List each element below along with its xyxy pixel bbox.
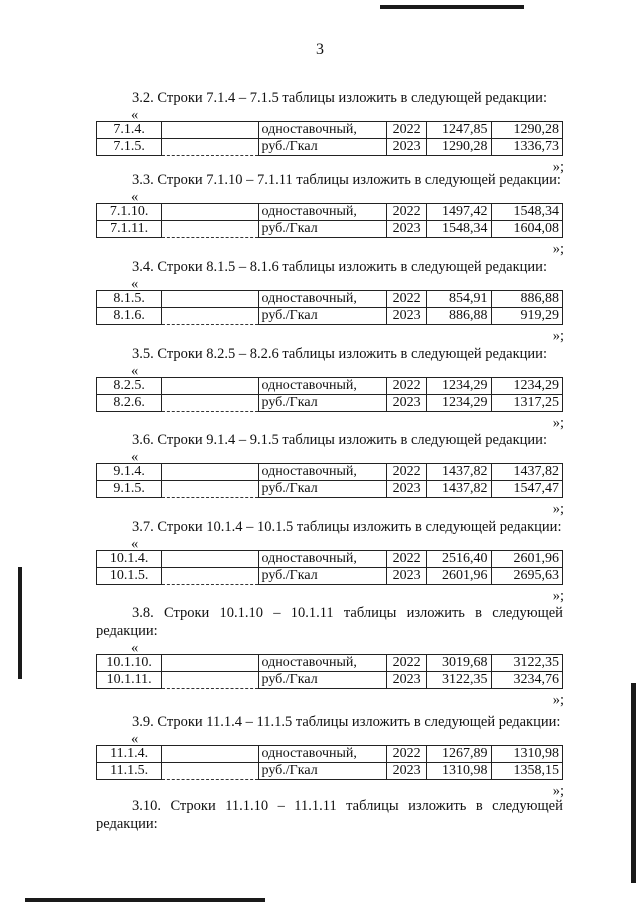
amendment-table xyxy=(96,745,563,780)
amendment-table xyxy=(96,654,563,689)
value-first-half-cell: 854,91 xyxy=(427,291,491,308)
blank-cell xyxy=(162,395,258,412)
section-heading-line: 3.3. Строки 7.1.10 – 7.1.11 таблицы изложить в следующей редакции: xyxy=(132,172,561,188)
blank-cell xyxy=(162,122,258,139)
tariff-type-cell: одноставочный, xyxy=(258,746,386,763)
section-heading-line: 3.5. Строки 8.2.5 – 8.2.6 таблицы изложить в следующей редакции: xyxy=(132,346,547,362)
section-heading-line: 3.6. Строки 9.1.4 – 9.1.5 таблицы изложить в следующей редакции: xyxy=(132,432,547,448)
tariff-type-cell: руб./Гкал xyxy=(258,763,386,780)
year-cell: 2023 xyxy=(386,672,426,689)
value-second-half-cell: 2695,63 xyxy=(491,568,562,585)
tariff-type-cell: одноставочный, xyxy=(258,291,386,308)
tariff-type-cell: одноставочный, xyxy=(258,655,386,672)
opening-quote: « xyxy=(131,276,139,292)
closing-quote: »; xyxy=(552,692,564,708)
year-cell: 2022 xyxy=(386,122,426,139)
opening-quote: « xyxy=(131,363,139,379)
heading-word: – xyxy=(277,798,285,814)
tariff-type-cell: одноставочный, xyxy=(258,464,386,481)
section-heading-continuation: редакции: xyxy=(96,816,158,832)
year-cell: 2023 xyxy=(386,568,426,585)
closing-quote: »; xyxy=(552,241,564,257)
table-row xyxy=(97,395,563,412)
value-first-half-cell: 1234,29 xyxy=(427,395,491,412)
section-heading xyxy=(96,89,563,107)
year-cell: 2022 xyxy=(386,378,426,395)
heading-word: 10.1.11 xyxy=(290,605,334,621)
row-number-cell: 10.1.11. xyxy=(97,672,162,689)
section-heading-line: 3.7. Строки 10.1.4 – 10.1.5 таблицы изложить в следующей редакции: xyxy=(132,519,562,535)
row-number-cell: 8.1.5. xyxy=(97,291,162,308)
value-first-half-cell: 1437,82 xyxy=(427,481,491,498)
opening-quote: « xyxy=(131,536,139,552)
opening-quote: « xyxy=(131,640,139,656)
year-cell: 2022 xyxy=(386,655,426,672)
year-cell: 2022 xyxy=(386,551,426,568)
table-row xyxy=(97,763,563,780)
heading-word: 3.10. xyxy=(132,798,161,814)
blank-cell xyxy=(162,672,258,689)
table-row xyxy=(97,568,563,585)
heading-word: изложить xyxy=(406,605,465,621)
row-number-cell: 7.1.11. xyxy=(97,221,162,238)
section-heading-continuation: редакции: xyxy=(96,623,158,639)
tariff-type-cell: одноставочный, xyxy=(258,122,386,139)
heading-word: Строки xyxy=(170,798,216,814)
heading-word: в xyxy=(475,798,483,814)
row-number-cell: 11.1.5. xyxy=(97,763,162,780)
table-row xyxy=(97,655,563,672)
row-number-cell: 8.2.5. xyxy=(97,378,162,395)
value-second-half-cell: 886,88 xyxy=(491,291,562,308)
value-second-half-cell: 1290,28 xyxy=(491,122,562,139)
value-first-half-cell: 1247,85 xyxy=(427,122,491,139)
scan-artifact-left-line xyxy=(18,567,22,679)
value-second-half-cell: 3122,35 xyxy=(491,655,562,672)
blank-cell xyxy=(162,139,258,156)
value-first-half-cell: 1310,98 xyxy=(427,763,491,780)
year-cell: 2023 xyxy=(386,308,426,325)
value-first-half-cell: 1437,82 xyxy=(427,464,491,481)
year-cell: 2022 xyxy=(386,291,426,308)
value-first-half-cell: 1267,89 xyxy=(427,746,491,763)
heading-word: следующей xyxy=(492,605,563,621)
blank-cell xyxy=(162,308,258,325)
blank-cell xyxy=(162,204,258,221)
amendment-table xyxy=(96,121,563,156)
year-cell: 2023 xyxy=(386,395,426,412)
section-heading xyxy=(96,604,563,640)
value-first-half-cell: 2601,96 xyxy=(427,568,491,585)
section-heading-line: 3.2. Строки 7.1.4 – 7.1.5 таблицы изложить в следующей редакции: xyxy=(132,90,547,106)
table-row xyxy=(97,672,563,689)
scan-artifact-right-line xyxy=(631,683,636,883)
amendment-table xyxy=(96,463,563,498)
amendment-table xyxy=(96,203,563,238)
value-second-half-cell: 1317,25 xyxy=(491,395,562,412)
table-row xyxy=(97,551,563,568)
closing-quote: »; xyxy=(552,415,564,431)
section-heading xyxy=(96,171,563,189)
amendment-table xyxy=(96,377,563,412)
section-heading xyxy=(96,258,563,276)
blank-cell xyxy=(162,481,258,498)
tariff-type-cell: руб./Гкал xyxy=(258,221,386,238)
year-cell: 2023 xyxy=(386,763,426,780)
year-cell: 2023 xyxy=(386,139,426,156)
heading-word: таблицы xyxy=(346,798,399,814)
year-cell: 2023 xyxy=(386,221,426,238)
value-second-half-cell: 1234,29 xyxy=(491,378,562,395)
heading-word: следующей xyxy=(492,798,563,814)
value-second-half-cell: 1604,08 xyxy=(491,221,562,238)
value-second-half-cell: 1548,34 xyxy=(491,204,562,221)
table-row xyxy=(97,481,563,498)
section-heading xyxy=(96,518,563,536)
heading-word: изложить xyxy=(408,798,467,814)
value-second-half-cell: 1547,47 xyxy=(491,481,562,498)
closing-quote: »; xyxy=(552,159,564,175)
blank-cell xyxy=(162,221,258,238)
value-second-half-cell: 1437,82 xyxy=(491,464,562,481)
section-heading-line xyxy=(96,604,563,622)
tariff-type-cell: одноставочный, xyxy=(258,204,386,221)
row-number-cell: 10.1.10. xyxy=(97,655,162,672)
opening-quote: « xyxy=(131,189,139,205)
table-row xyxy=(97,139,563,156)
opening-quote: « xyxy=(131,107,139,123)
closing-quote: »; xyxy=(552,783,564,799)
row-number-cell: 7.1.10. xyxy=(97,204,162,221)
tariff-type-cell: руб./Гкал xyxy=(258,568,386,585)
value-second-half-cell: 1336,73 xyxy=(491,139,562,156)
table-row xyxy=(97,122,563,139)
row-number-cell: 11.1.4. xyxy=(97,746,162,763)
row-number-cell: 9.1.4. xyxy=(97,464,162,481)
blank-cell xyxy=(162,568,258,585)
heading-word: 11.1.11 xyxy=(294,798,337,814)
heading-word: 10.1.10 xyxy=(219,605,263,621)
opening-quote: « xyxy=(131,449,139,465)
row-number-cell: 7.1.5. xyxy=(97,139,162,156)
value-second-half-cell: 3234,76 xyxy=(491,672,562,689)
section-heading xyxy=(96,797,563,833)
table-row xyxy=(97,746,563,763)
tariff-type-cell: руб./Гкал xyxy=(258,672,386,689)
table-row xyxy=(97,308,563,325)
value-first-half-cell: 3122,35 xyxy=(427,672,491,689)
table-row xyxy=(97,221,563,238)
value-second-half-cell: 919,29 xyxy=(491,308,562,325)
value-first-half-cell: 1548,34 xyxy=(427,221,491,238)
value-first-half-cell: 1234,29 xyxy=(427,378,491,395)
value-second-half-cell: 1358,15 xyxy=(491,763,562,780)
row-number-cell: 8.1.6. xyxy=(97,308,162,325)
blank-cell xyxy=(162,746,258,763)
amendment-table xyxy=(96,290,563,325)
amendment-table xyxy=(96,550,563,585)
section-heading xyxy=(96,713,563,731)
closing-quote: »; xyxy=(552,328,564,344)
blank-cell xyxy=(162,378,258,395)
heading-word: Строки xyxy=(163,605,210,621)
heading-word: 3.8. xyxy=(132,605,154,621)
closing-quote: »; xyxy=(552,501,564,517)
year-cell: 2022 xyxy=(386,464,426,481)
blank-cell xyxy=(162,551,258,568)
table-row xyxy=(97,464,563,481)
year-cell: 2022 xyxy=(386,204,426,221)
opening-quote: « xyxy=(131,731,139,747)
blank-cell xyxy=(162,763,258,780)
heading-word: таблицы xyxy=(343,605,397,621)
value-second-half-cell: 2601,96 xyxy=(491,551,562,568)
value-second-half-cell: 1310,98 xyxy=(491,746,562,763)
value-first-half-cell: 886,88 xyxy=(427,308,491,325)
table-row xyxy=(97,378,563,395)
table-row xyxy=(97,204,563,221)
tariff-type-cell: руб./Гкал xyxy=(258,395,386,412)
table-row xyxy=(97,291,563,308)
section-heading xyxy=(96,431,563,449)
tariff-type-cell: одноставочный, xyxy=(258,378,386,395)
heading-word: 11.1.10 xyxy=(225,798,269,814)
year-cell: 2022 xyxy=(386,746,426,763)
section-heading-line xyxy=(96,797,563,815)
row-number-cell: 10.1.4. xyxy=(97,551,162,568)
value-first-half-cell: 2516,40 xyxy=(427,551,491,568)
blank-cell xyxy=(162,464,258,481)
tariff-type-cell: руб./Гкал xyxy=(258,481,386,498)
closing-quote: »; xyxy=(552,588,564,604)
blank-cell xyxy=(162,655,258,672)
tariff-type-cell: руб./Гкал xyxy=(258,139,386,156)
tariff-type-cell: руб./Гкал xyxy=(258,308,386,325)
tariff-type-cell: одноставочный, xyxy=(258,551,386,568)
blank-cell xyxy=(162,291,258,308)
heading-word: в xyxy=(475,605,482,621)
row-number-cell: 8.2.6. xyxy=(97,395,162,412)
section-heading-line: 3.4. Строки 8.1.5 – 8.1.6 таблицы изложить в следующей редакции: xyxy=(132,259,547,275)
scan-artifact-top-line xyxy=(380,5,524,9)
section-heading xyxy=(96,345,563,363)
year-cell: 2023 xyxy=(386,481,426,498)
row-number-cell: 7.1.4. xyxy=(97,122,162,139)
section-heading-line: 3.9. Строки 11.1.4 – 11.1.5 таблицы изложить в следующей редакции: xyxy=(132,714,561,730)
value-first-half-cell: 1290,28 xyxy=(427,139,491,156)
value-first-half-cell: 1497,42 xyxy=(427,204,491,221)
scan-artifact-bottom-line xyxy=(25,898,265,902)
row-number-cell: 9.1.5. xyxy=(97,481,162,498)
page-number: 3 xyxy=(316,41,324,58)
heading-word: – xyxy=(273,605,281,621)
row-number-cell: 10.1.5. xyxy=(97,568,162,585)
value-first-half-cell: 3019,68 xyxy=(427,655,491,672)
